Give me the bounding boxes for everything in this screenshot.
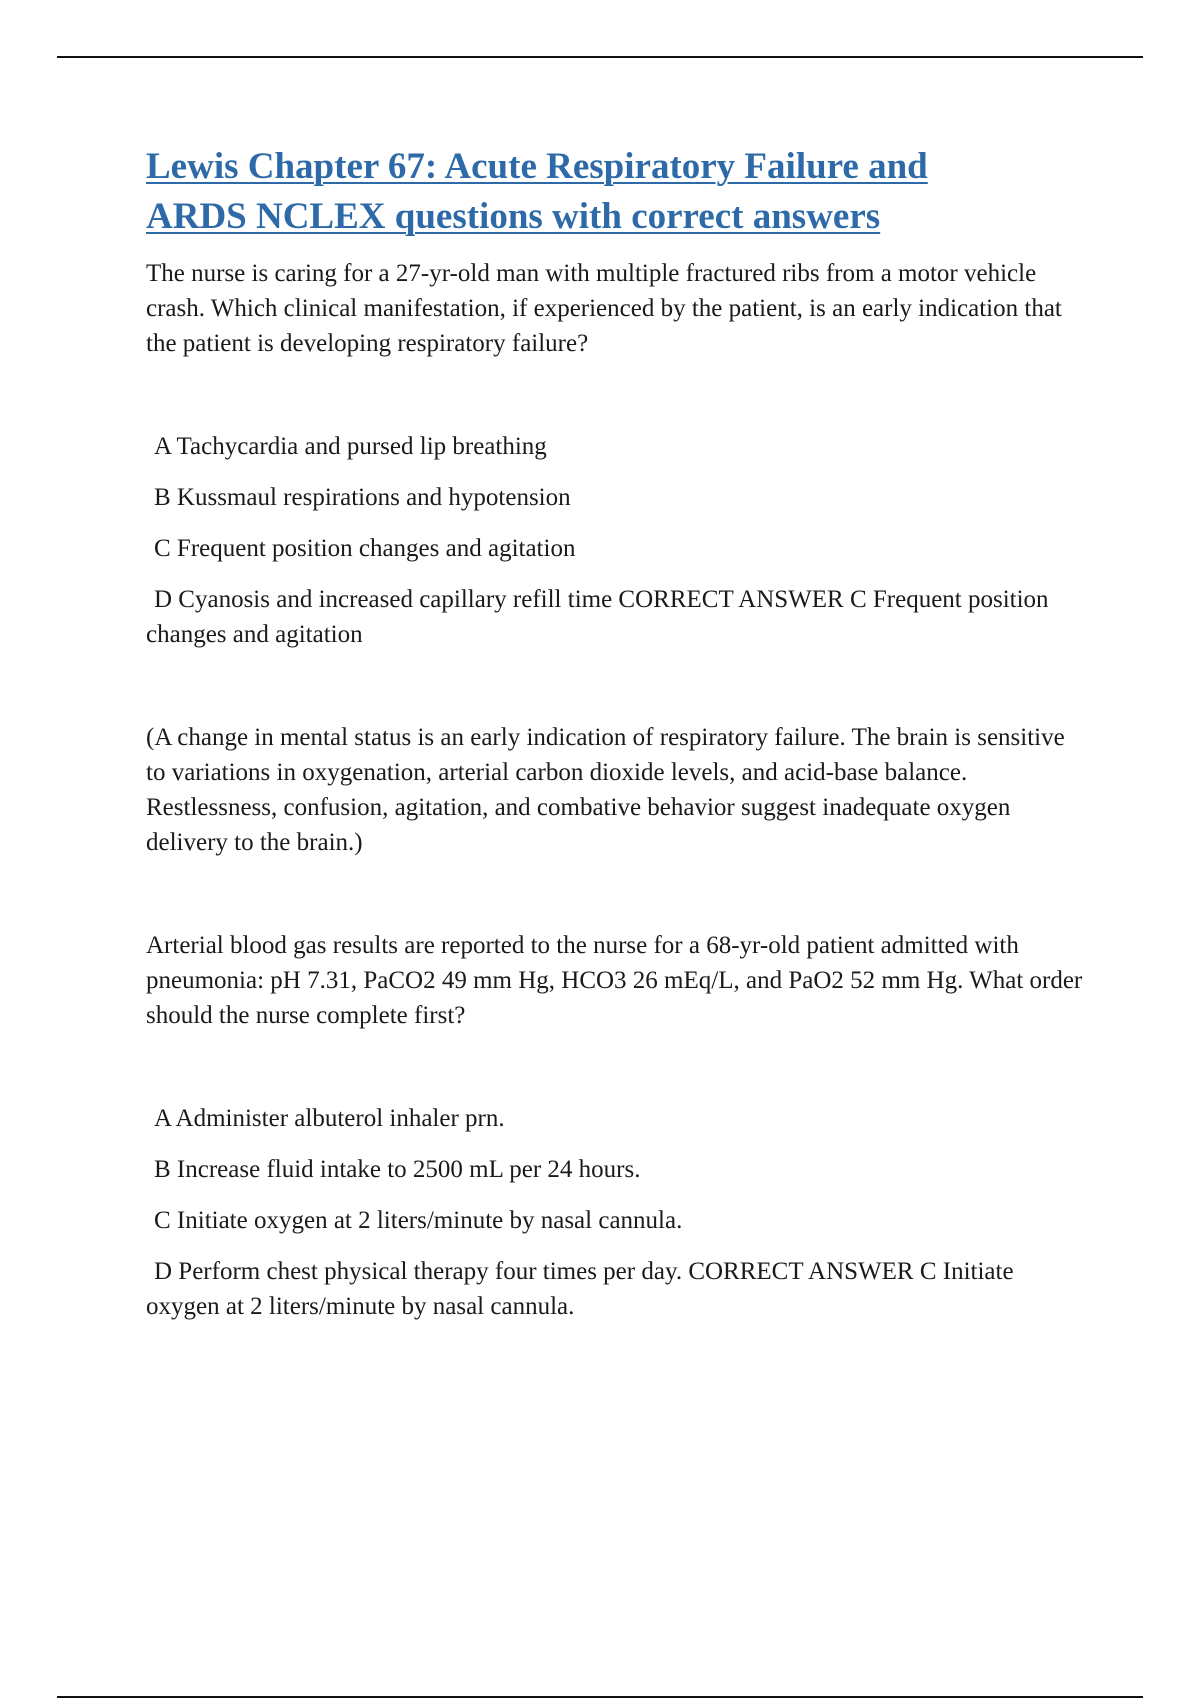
spacer [146,652,1086,720]
question-1-option-a: A Tachycardia and pursed lip breathing [154,433,547,460]
question-2-stem: Arterial blood gas results are reported to the nurse for a 68-yr-old patient admitted with pneumonia: pH 7.31, PaCO2 49 mm Hg, HCO3 26 mEq/L, and PaO2 52 mm Hg. What order should the nurse complete first? [146,932,1083,1029]
spacer [146,1033,1086,1101]
spacer [146,860,1086,928]
question-1-option-b: B Kussmaul respirations and hypotension [154,484,571,511]
question-2-option-a: A Administer albuterol inhaler prn. [154,1105,505,1132]
question-2-option-c: C Initiate oxygen at 2 liters/minute by nasal cannula. [154,1207,683,1234]
question-1-rationale: (A change in mental status is an early indication of respiratory failure. The brain is sensitive to variations in oxygenation, arterial carbon dioxide levels, and acid-base balance. Restlessness, confusion, agitation, and combative behavior suggest inadequate oxygen delivery to the brain.) [146,724,1065,856]
question-1-option-c: C Frequent position changes and agitation [154,535,576,562]
title-line-1[interactable]: Lewis Chapter 67: Acute Respiratory Failure and [146,146,928,187]
question-1-options [146,429,1086,652]
spacer [146,361,1086,429]
document-title[interactable] [146,142,1086,242]
question-2-options [146,1101,1086,1324]
question-2-option-d: D Perform chest physical therapy four times per day. CORRECT ANSWER C Initiate oxygen at 2 liters/minute by nasal cannula. [146,1258,1014,1320]
question-1-stem: The nurse is caring for a 27-yr-old man with multiple fractured ribs from a motor vehicle crash. Which clinical manifestation, if experienced by the patient, is an early indication that the patient is developing respiratory failure? [146,260,1062,357]
question-1-option-d: D Cyanosis and increased capillary refill time CORRECT ANSWER C Frequent position changes and agitation [146,586,1049,648]
header-rule [57,56,1143,58]
title-line-2[interactable]: ARDS NCLEX questions with correct answers [146,196,881,237]
question-2-option-b: B Increase fluid intake to 2500 mL per 24 hours. [154,1156,641,1183]
document-body [146,142,1086,1324]
footer-rule [57,1696,1143,1698]
